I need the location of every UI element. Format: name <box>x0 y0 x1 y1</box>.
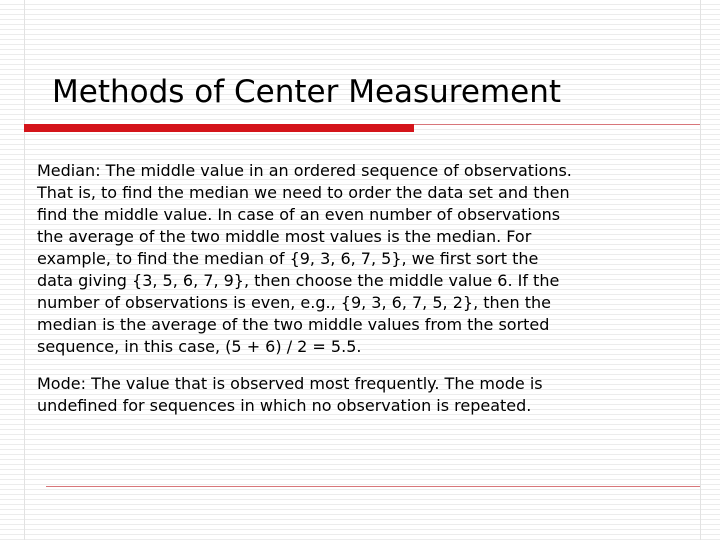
footer-divider <box>46 486 700 487</box>
slide-body <box>37 160 697 417</box>
median-term: Median <box>37 161 96 180</box>
mode-term: Mode <box>37 374 81 393</box>
median-paragraph <box>37 160 697 358</box>
slide-frame-right <box>700 0 701 540</box>
title-accent-bar <box>24 124 414 132</box>
mode-definition: : The value that is observed most frequently. The mode is undefined for sequences in which no observation is repeated. <box>37 374 543 415</box>
title-divider <box>414 124 700 125</box>
slide-title: Methods of Center Measurement <box>52 74 562 110</box>
slide-frame-left <box>24 0 25 540</box>
median-definition: : The middle value in an ordered sequence of observations. That is, to find the median we need to order the data set and then find the middle value. In case of an even number of observations the average of the two middle most values is the median. For example, to find the median of {9, 3, 6, 7, 5}, we first sort the data giving {3, 5, 6, 7, 9}, then choose the middle value 6. If the number of observations is even, e.g., {9, 3, 6, 7, 5, 2}, then the median is the average of the two middle values from the sorted sequence, in this case, (5 + 6) / 2 = 5.5. <box>37 161 572 356</box>
mode-paragraph <box>37 373 697 417</box>
